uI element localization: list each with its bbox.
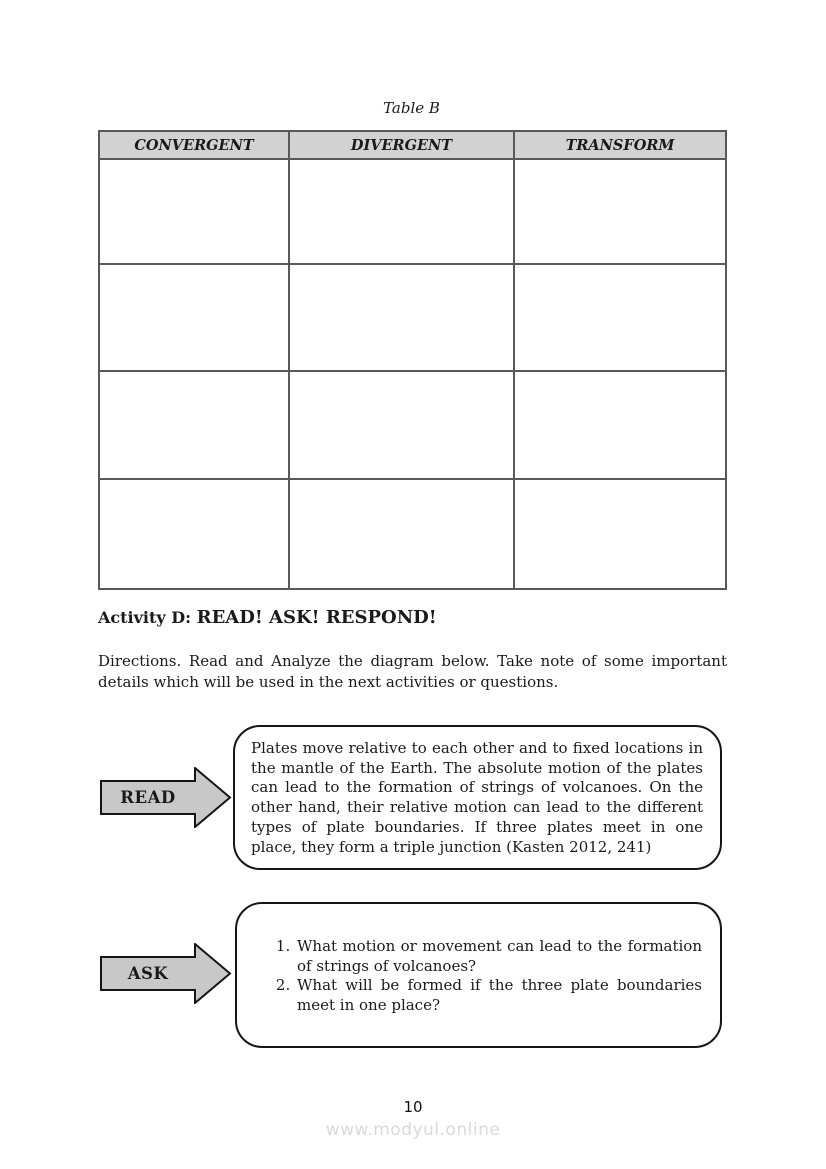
directions-text: Directions. Read and Analyze the diagram below. Take note of some important details which will be used in the next activities or questions. [98,652,727,691]
table-cell-empty [514,159,726,264]
table-cell-empty [99,479,289,589]
table-row [99,371,726,479]
table-row [99,479,726,589]
table-header-convergent: CONVERGENT [99,131,289,159]
read-arrow [100,767,232,828]
table-row [99,159,726,264]
activity-heading [98,607,727,628]
ask-arrow [100,943,232,1004]
watermark: www.modyul.online [325,1120,501,1140]
ask-question-list [237,937,702,1016]
table-cell-empty [289,479,514,589]
read-text: Plates move relative to each other and to fixed locations in the mantle of the Earth. The absolute motion of the plates can lead to the formation of strings of volcanoes. On the other hand, their relative motion can lead to the different types of plate boundaries. If three plates meet in one place, they form a triple junction (Kasten 2012, 241) [251,739,703,856]
table-cell-empty [99,159,289,264]
table-cell-empty [99,264,289,371]
read-callout-box [233,725,722,870]
ask-question-item: 2. What will be formed if the three plate boundaries meet in one place? [295,976,702,1015]
table-cell-empty [289,264,514,371]
page-number: 10 [403,1098,423,1116]
ask-question-item: 1. What motion or movement can lead to the formation of strings of volcanoes? [295,937,702,976]
table-row [99,264,726,371]
table-header-row [99,131,726,159]
table-caption: Table B [383,99,440,117]
table-cell-empty [514,371,726,479]
read-arrow-label: READ [120,788,176,807]
table-header-divergent: DIVERGENT [289,131,514,159]
table-cell-empty [514,479,726,589]
ask-callout-box [235,902,722,1048]
activity-title: READ! ASK! RESPOND! [196,607,437,628]
activity-label: Activity D: [98,608,192,627]
table-cell-empty [99,371,289,479]
table-cell-empty [289,159,514,264]
table-header-transform: TRANSFORM [514,131,726,159]
plate-boundaries-table [98,130,727,590]
table-cell-empty [289,371,514,479]
table-cell-empty [514,264,726,371]
ask-arrow-label: ASK [127,964,169,983]
